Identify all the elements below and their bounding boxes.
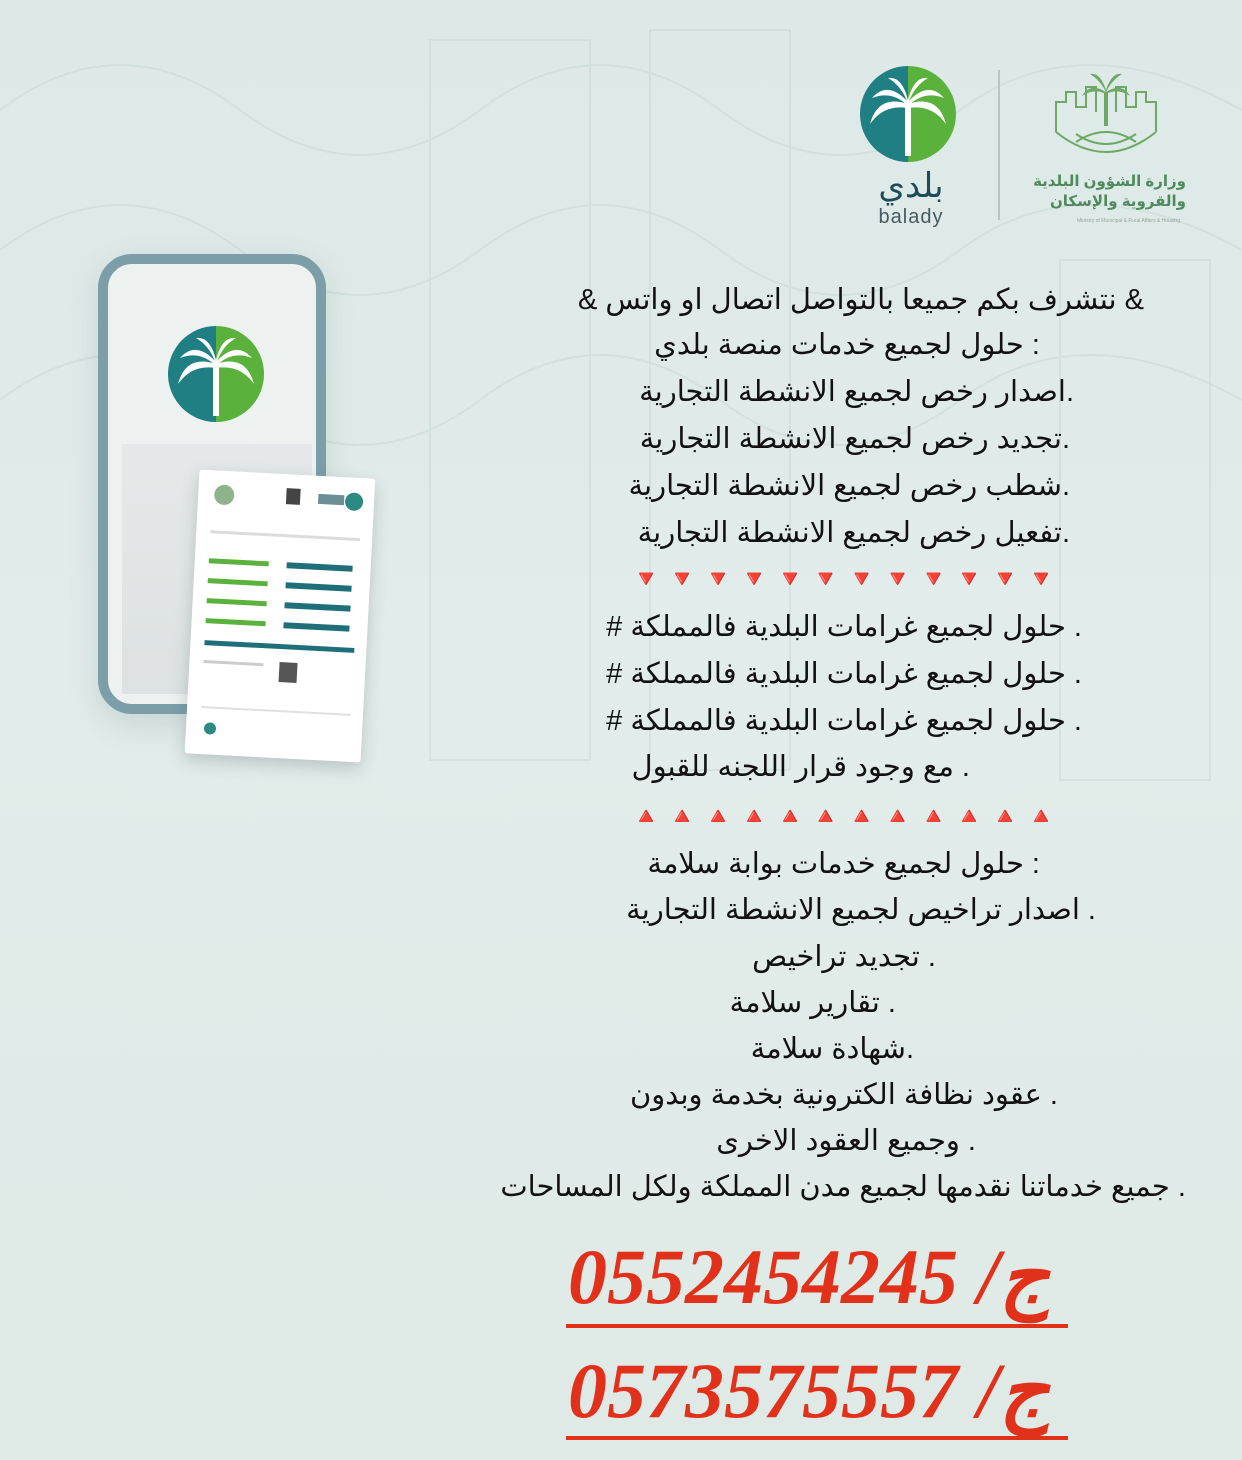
- phone-number-2-underline: [566, 1436, 1068, 1440]
- license-document-illustration: [185, 470, 376, 763]
- baladi-logo-icon: [858, 64, 958, 164]
- cleaning-contracts-line: عقود نظافة الكترونية بخدمة وبدون .: [629, 1079, 1058, 1111]
- ministry-english-name: Ministry of Municipal & Rural Affairs & Housing: [1076, 218, 1180, 224]
- down-triangle-separator: 🔻🔻🔻🔻🔻🔻🔻🔻🔻🔻🔻🔻: [631, 566, 1062, 593]
- ministry-name-line1: وزارة الشؤون البلدية: [1033, 173, 1186, 190]
- up-triangle-separator: 🔺🔺🔺🔺🔺🔺🔺🔺🔺🔺🔺🔺: [631, 803, 1062, 830]
- phone-app-logo-icon: [166, 324, 266, 424]
- service-line: اصدار رخص لجميع الانشطة التجارية.: [639, 376, 1074, 408]
- salama-line: تجديد تراخيص .: [752, 941, 936, 973]
- baladi-english-wordmark: balady: [878, 206, 944, 228]
- coverage-line: جميع خدماتنا نقدمها لجميع مدن المملكة ولكل المساحات .: [500, 1171, 1186, 1203]
- intro-line: & نتشرف بكم جميعا بالتواصل اتصال او واتس &: [577, 284, 1144, 316]
- salama-line: تقارير سلامة .: [729, 987, 896, 1019]
- service-line: شطب رخص لجميع الانشطة التجارية.: [628, 470, 1070, 502]
- committee-note: مع وجود قرار اللجنه للقبول .: [631, 751, 970, 783]
- brand-header: [850, 58, 1190, 238]
- fines-line: # حلول لجميع غرامات البلدية فالمملكة .: [606, 705, 1082, 737]
- salama-line: شهادة سلامة.: [750, 1033, 914, 1065]
- phone-number-1[interactable]: ج/ 0552454245: [568, 1233, 1050, 1320]
- other-contracts-line: وجميع العقود الاخرى .: [716, 1125, 976, 1157]
- fines-line: # حلول لجميع غرامات البلدية فالمملكة .: [606, 658, 1082, 690]
- ministry-name-line2: والقروية والإسكان: [1050, 193, 1186, 210]
- phone-number-1-underline: [566, 1324, 1068, 1328]
- salama-services-heading: حلول لجميع خدمات بوابة سلامة :: [647, 848, 1040, 880]
- ministry-name: [1026, 172, 1186, 212]
- phone-number-2[interactable]: ج/ 0573575557: [568, 1347, 1050, 1434]
- salama-line: اصدار تراخيص لجميع الانشطة التجارية .: [626, 894, 1096, 926]
- baladi-services-heading: حلول لجميع خدمات منصة بلدي :: [654, 329, 1040, 361]
- service-line: تجديد رخص لجميع الانشطة التجارية.: [639, 423, 1070, 455]
- fines-line: # حلول لجميع غرامات البلدية فالمملكة .: [606, 611, 1082, 643]
- logo-divider: [998, 70, 1000, 220]
- baladi-arabic-wordmark: بلدي: [878, 166, 944, 206]
- ministry-emblem-icon: [1046, 62, 1166, 162]
- service-line: تفعيل رخص لجميع الانشطة التجارية.: [637, 517, 1070, 549]
